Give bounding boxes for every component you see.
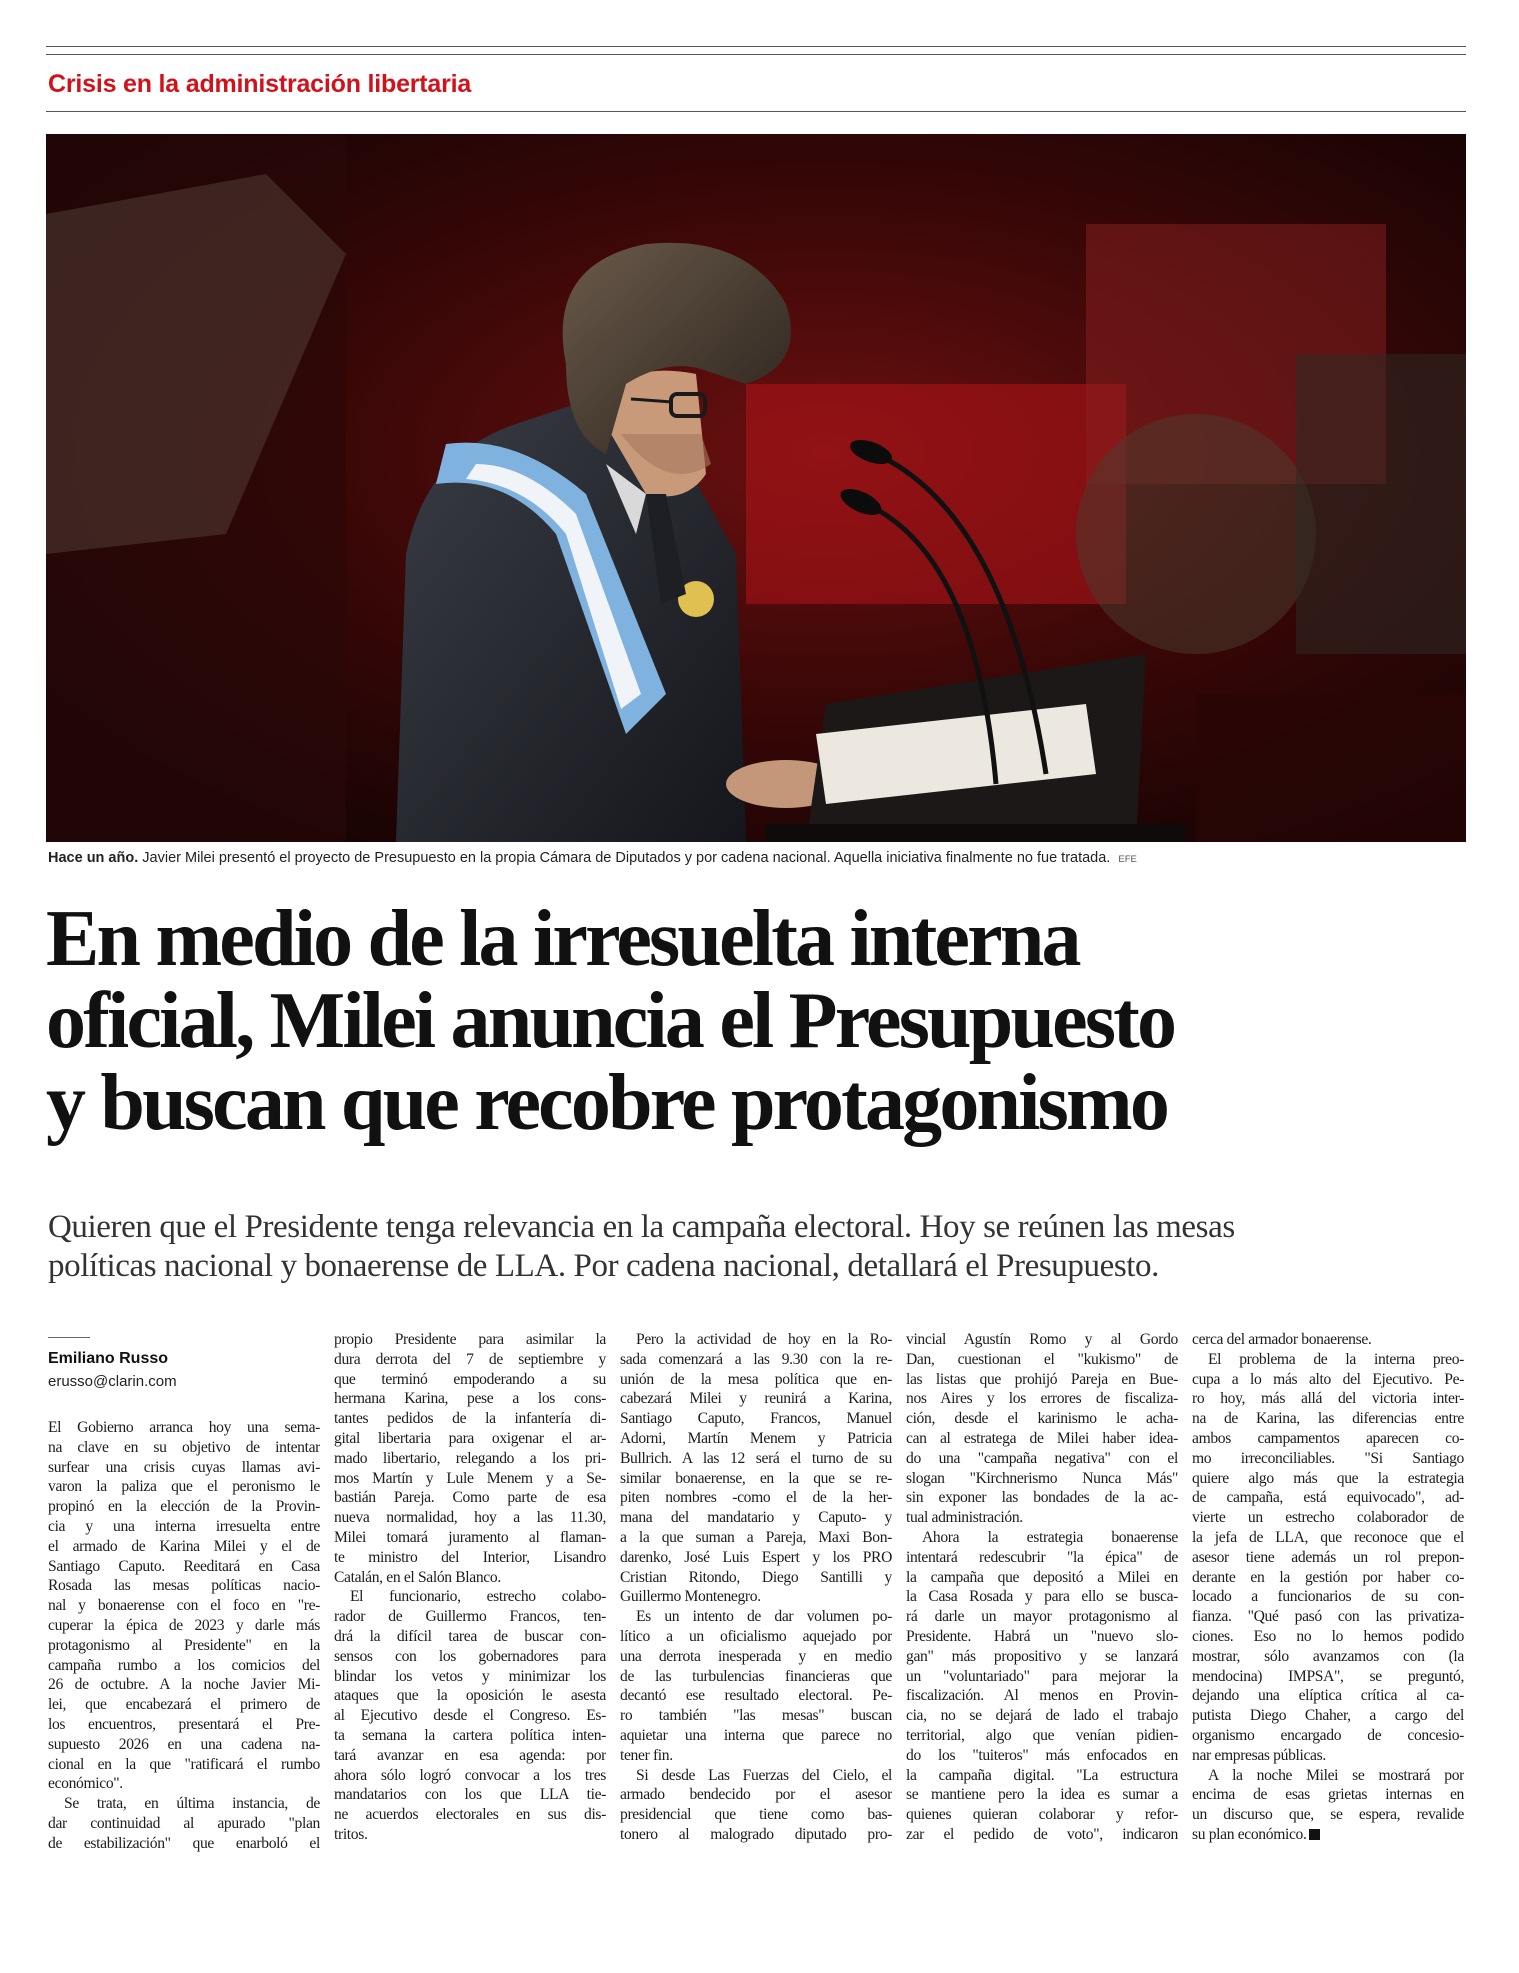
- article-line: derante en la gestión por haber co-: [1192, 1568, 1464, 1586]
- article-line: sin exponer las bondades de la ac-: [906, 1489, 1178, 1507]
- article-line: una derrota inesperada y en medio: [620, 1647, 892, 1665]
- section-rule: [46, 111, 1466, 112]
- article-line: decantó ese resultado electoral. Pe-: [620, 1687, 892, 1705]
- article-line: ataques que la oposición le asesta: [334, 1687, 606, 1705]
- article-line: supuesto 2026 en una cadena na-: [48, 1735, 320, 1753]
- article-line: propio Presidente para asimilar la: [334, 1331, 606, 1348]
- lead-photo: [46, 134, 1466, 842]
- article-line: rador de Guillermo Francos, ten-: [334, 1608, 606, 1626]
- article-column-3: [620, 1330, 892, 1845]
- article-line: Es un intento de dar volumen po-: [636, 1608, 892, 1626]
- article-line: lei, que encabezará el primero de: [48, 1696, 320, 1714]
- article-line: rá darle un mayor protagonismo al: [906, 1608, 1178, 1626]
- photo-caption: [48, 850, 1468, 866]
- article-line: los encuentros, presentará el Pre-: [48, 1715, 320, 1733]
- article-line: al Ejecutivo desde el Congreso. Es-: [334, 1707, 606, 1725]
- article-line: un "voluntariado" para mejorar la: [906, 1667, 1178, 1685]
- article-line: tual administración.: [906, 1509, 1023, 1527]
- article-line: ahora sólo logró convocar a los tres: [334, 1766, 606, 1784]
- article-line: ambos campamentos aparecen co-: [1192, 1429, 1464, 1447]
- article-line: Santiago Caputo, Francos, Manuel: [620, 1410, 892, 1428]
- article-line: de campaña, está equivocado", ad-: [1192, 1489, 1464, 1507]
- article-line: mostrar, sólo avanzamos con (la: [1192, 1647, 1464, 1665]
- article-line: ro también "las mesas" buscan: [620, 1707, 892, 1725]
- article-line: na clave en su objetivo de intentar: [48, 1438, 320, 1456]
- article-line: zar el pedido de voto", indicaron: [906, 1825, 1178, 1843]
- article-line: na de Karina, las diferencias entre: [1192, 1410, 1464, 1428]
- article-line: cional en la que "ratificará el rumbo: [48, 1755, 320, 1773]
- article-line: Bullrich. A las 12 será el turno de su: [620, 1449, 892, 1467]
- article-line: tonero al malogrado diputado pro-: [620, 1825, 892, 1843]
- article-line: gital libertaria para oxigenar el ar-: [334, 1429, 606, 1447]
- article-line: vincial Agustín Romo y al Gordo: [906, 1331, 1178, 1348]
- article-line: Guillermo Montenegro.: [620, 1588, 761, 1606]
- subheadline: [48, 1208, 1468, 1286]
- article-line: putista Diego Chaher, a cargo del: [1192, 1707, 1464, 1725]
- section-tag: Crisis en la administración libertaria: [48, 70, 472, 98]
- article-line: surfear una crisis cuyas llamas avi-: [48, 1458, 320, 1476]
- article-column-2: [334, 1330, 606, 1845]
- article-line: Santiago Caputo. Reeditará en Casa: [48, 1557, 320, 1575]
- article-line: Si desde Las Fuerzas del Cielo, el: [636, 1766, 892, 1784]
- article-line: aquietar una interna que parece no: [620, 1726, 892, 1744]
- article-line: gan" más propositivo y se lanzará: [906, 1647, 1178, 1665]
- article-line: de las turbulencias financieras que: [620, 1667, 892, 1685]
- article-line: mandatarios con los que LLA tie-: [334, 1786, 606, 1804]
- article-line: cuperar la épica de 2023 y darle más: [48, 1616, 320, 1634]
- article-column-1: [48, 1418, 320, 1854]
- article-line: presidencial que tiene como bas-: [620, 1806, 892, 1824]
- article-line: varon la paliza que el peronismo le: [48, 1478, 320, 1496]
- article-line: mos Martín y Lule Menem y a Se-: [334, 1469, 606, 1487]
- article-line: su plan económico.: [1192, 1825, 1464, 1845]
- article-line: quiere algo más que la estrategia: [1192, 1469, 1464, 1487]
- article-line: Catalán, en el Salón Blanco.: [334, 1568, 501, 1586]
- subheadline-line: políticas nacional y bonaerense de LLA. Por cadena nacional, detallará el Presupuesto.: [48, 1248, 1159, 1284]
- article-line: te ministro del Interior, Lisandro: [334, 1548, 606, 1566]
- article-line: mendocina) IMPSA", se preguntó,: [1192, 1667, 1464, 1685]
- article-line: dejando una elíptica crítica al ca-: [1192, 1687, 1464, 1705]
- article-line: la campaña digital. "La estructura: [906, 1766, 1178, 1784]
- article-line: darenko, José Luis Espert y los PRO: [620, 1548, 892, 1566]
- article-line: protagonismo al Presidente" en la: [48, 1636, 320, 1654]
- article-line: cupa a lo más alto del Ejecutivo. Pe-: [1192, 1370, 1464, 1388]
- article-line: Presidente. Habrá un "nuevo slo-: [906, 1627, 1178, 1645]
- article-line: armado bendecido por el asesor: [620, 1786, 892, 1804]
- article-line: vierte un estrecho colaborador de: [1192, 1509, 1464, 1527]
- author-name: Emiliano Russo: [48, 1350, 169, 1367]
- article-line: quienes quieran colaborar y refor-: [906, 1806, 1178, 1824]
- article-line: ne acuerdos electorales en sus dis-: [334, 1806, 606, 1824]
- article-line: a la que suman a Pareja, Maxi Bon-: [620, 1528, 892, 1546]
- article-line: asesor tiene además un rol prepon-: [1192, 1548, 1464, 1566]
- article-line: Ahora la estrategia bonaerense: [922, 1528, 1178, 1546]
- article-line: lítico a un oficialismo aquejado por: [620, 1627, 892, 1645]
- article-line: la jefa de LLA, que reconoce que el: [1192, 1528, 1464, 1546]
- article-line: do una "campaña negativa" con el: [906, 1449, 1178, 1467]
- article-line: las listas que prohijó Pareja en Bue-: [906, 1370, 1178, 1388]
- article-line: territorial, algo que venían pidien-: [906, 1726, 1178, 1744]
- article-line: nar empresas públicas.: [1192, 1746, 1326, 1764]
- article-line: cia y una interna irresuelta entre: [48, 1517, 320, 1535]
- article-line: intentará redescubrir "la épica" de: [906, 1548, 1178, 1566]
- article-line: propinó en la elección de la Provin-: [48, 1498, 320, 1516]
- article-line: dura derrota del 7 de septiembre y: [334, 1350, 606, 1368]
- subheadline-line: Quieren que el Presidente tenga relevancia en la campaña electoral. Hoy se reúnen las mesas: [48, 1209, 1235, 1245]
- article-line: el armado de Karina Milei y el de: [48, 1537, 320, 1555]
- article-line: ro hoy, más allá del victoria inter-: [1192, 1390, 1464, 1408]
- article-line: Cristian Ritondo, Diego Santilli y: [620, 1568, 892, 1586]
- article-line: sensos con los gobernadores para: [334, 1647, 606, 1665]
- article-line: ta semana la cartera política inten-: [334, 1726, 606, 1744]
- article-line: El Gobierno arranca hoy una sema-: [48, 1419, 320, 1436]
- article-line: la campaña que depositó a Milei en: [906, 1568, 1178, 1586]
- article-line: tritos.: [334, 1825, 368, 1843]
- article-line: bastián Pareja. Como parte de esa: [334, 1489, 606, 1507]
- article-line: can al estratega de Milei haber idea-: [906, 1429, 1178, 1447]
- article-line: campaña rumbo a los comicios del: [48, 1656, 320, 1674]
- article-line: drá la difícil tarea de buscar con-: [334, 1627, 606, 1645]
- caption-text: Javier Milei presentó el proyecto de Presupuesto en la propia Cámara de Diputados y por cadena nacional. Aquella iniciativa finalmente no fue tratada.: [142, 850, 1111, 866]
- article-line: fiscalización. Al menos en Provin-: [906, 1687, 1178, 1705]
- top-rule-secondary: [46, 54, 1466, 55]
- article-line: blindar los vetos y minimizar los: [334, 1667, 606, 1685]
- article-line: nal y bonaerense con el foco en "re-: [48, 1597, 320, 1615]
- article-line: piten nombres -como el de la her-: [620, 1489, 892, 1507]
- article-line: cerca del armador bonaerense.: [1192, 1331, 1372, 1348]
- article-line: Se trata, en última instancia, de: [64, 1795, 320, 1813]
- article-line: nueva normalidad, hoy a las 11.30,: [334, 1509, 606, 1527]
- photo-credit: EFE: [1118, 854, 1137, 865]
- article-line: Adorni, Martín Menem y Patricia: [620, 1429, 892, 1447]
- article-line: El problema de la interna preo-: [1208, 1350, 1464, 1368]
- article-line: A la noche Milei se mostrará por: [1208, 1766, 1464, 1784]
- article-line: Pero la actividad de hoy en la Ro-: [636, 1331, 892, 1348]
- article-line: locado a funcionarios de su con-: [1192, 1588, 1464, 1606]
- article-line: Milei tomará juramento al flaman-: [334, 1528, 606, 1546]
- article-column-5: [1192, 1330, 1464, 1845]
- article-line: ciones. Eso no lo hemos podido: [1192, 1627, 1464, 1645]
- article-line: fianza. "Qué pasó con las privatiza-: [1192, 1608, 1464, 1626]
- byline-rule: [48, 1337, 90, 1338]
- article-line: tantes pedidos de la infantería di-: [334, 1410, 606, 1428]
- caption-lead: Hace un año.: [48, 850, 139, 866]
- article-line: slogan "Kirchnerismo Nunca Más": [906, 1469, 1178, 1487]
- article-line: que terminó empoderando a su: [334, 1370, 606, 1388]
- article-line: encima de esas grietas internas en: [1192, 1786, 1464, 1804]
- article-line: hermana Karina, pese a los cons-: [334, 1390, 606, 1408]
- article-line: sada comenzará a las 9.30 con la re-: [620, 1350, 892, 1368]
- article-line: Dan, cuestionan el "kukismo" de: [906, 1350, 1178, 1368]
- headline-line: En medio de la irresuelta interna: [46, 895, 1079, 983]
- author-email[interactable]: erusso@clarin.com: [48, 1373, 177, 1390]
- article-line: mana del mandatario y Caputo- y: [620, 1509, 892, 1527]
- top-rule: [46, 46, 1466, 47]
- article-line: un discurso que, se espera, revalide: [1192, 1806, 1464, 1824]
- article-line: mo irreconciliables. "Si Santiago: [1192, 1449, 1464, 1467]
- headline-line: oficial, Milei anuncia el Presupuesto: [46, 977, 1175, 1065]
- article-line: ción, desde el karinismo le acha-: [906, 1410, 1178, 1428]
- article-line: 26 de octubre. A la noche Javier Mi-: [48, 1676, 320, 1694]
- article-line: dar continuidad al apurado "plan: [48, 1814, 320, 1832]
- article-line: cia, no se dejará de lado el trabajo: [906, 1707, 1178, 1725]
- article-line: cabezará Milei y reunirá a Karina,: [620, 1390, 892, 1408]
- article-line: unión de la mesa política que en-: [620, 1370, 892, 1388]
- headline-line: y buscan que recobre protagonismo: [46, 1059, 1168, 1147]
- article-line: do los "tuiteros" más enfocados en: [906, 1746, 1178, 1764]
- article-line: la Casa Rosada y para ello se busca-: [906, 1588, 1178, 1606]
- article-column-4: [906, 1330, 1178, 1845]
- article-line: El funcionario, estrecho colabo-: [350, 1588, 606, 1606]
- article-line: se mantiene pero la idea es sumar a: [906, 1786, 1178, 1804]
- article-line: similar bonaerense, en la que se re-: [620, 1469, 892, 1487]
- lead-photo-illustration: [46, 134, 1466, 842]
- article-line: tará avanzar en esa agenda: por: [334, 1746, 606, 1764]
- article-line: organismo encargado de concesio-: [1192, 1726, 1464, 1744]
- headline: [46, 895, 1466, 1147]
- article-line: económico".: [48, 1775, 123, 1793]
- end-of-article-icon: [1309, 1829, 1320, 1840]
- article-line: tener fin.: [620, 1746, 673, 1764]
- article-line: de estabilización" que enarboló el: [48, 1834, 320, 1852]
- article-line: Rosada las mesas políticas nacio-: [48, 1577, 320, 1595]
- article-line: nos Aires y los errores de fiscaliza-: [906, 1390, 1178, 1408]
- article-line: mado libertario, relegando a los pri-: [334, 1449, 606, 1467]
